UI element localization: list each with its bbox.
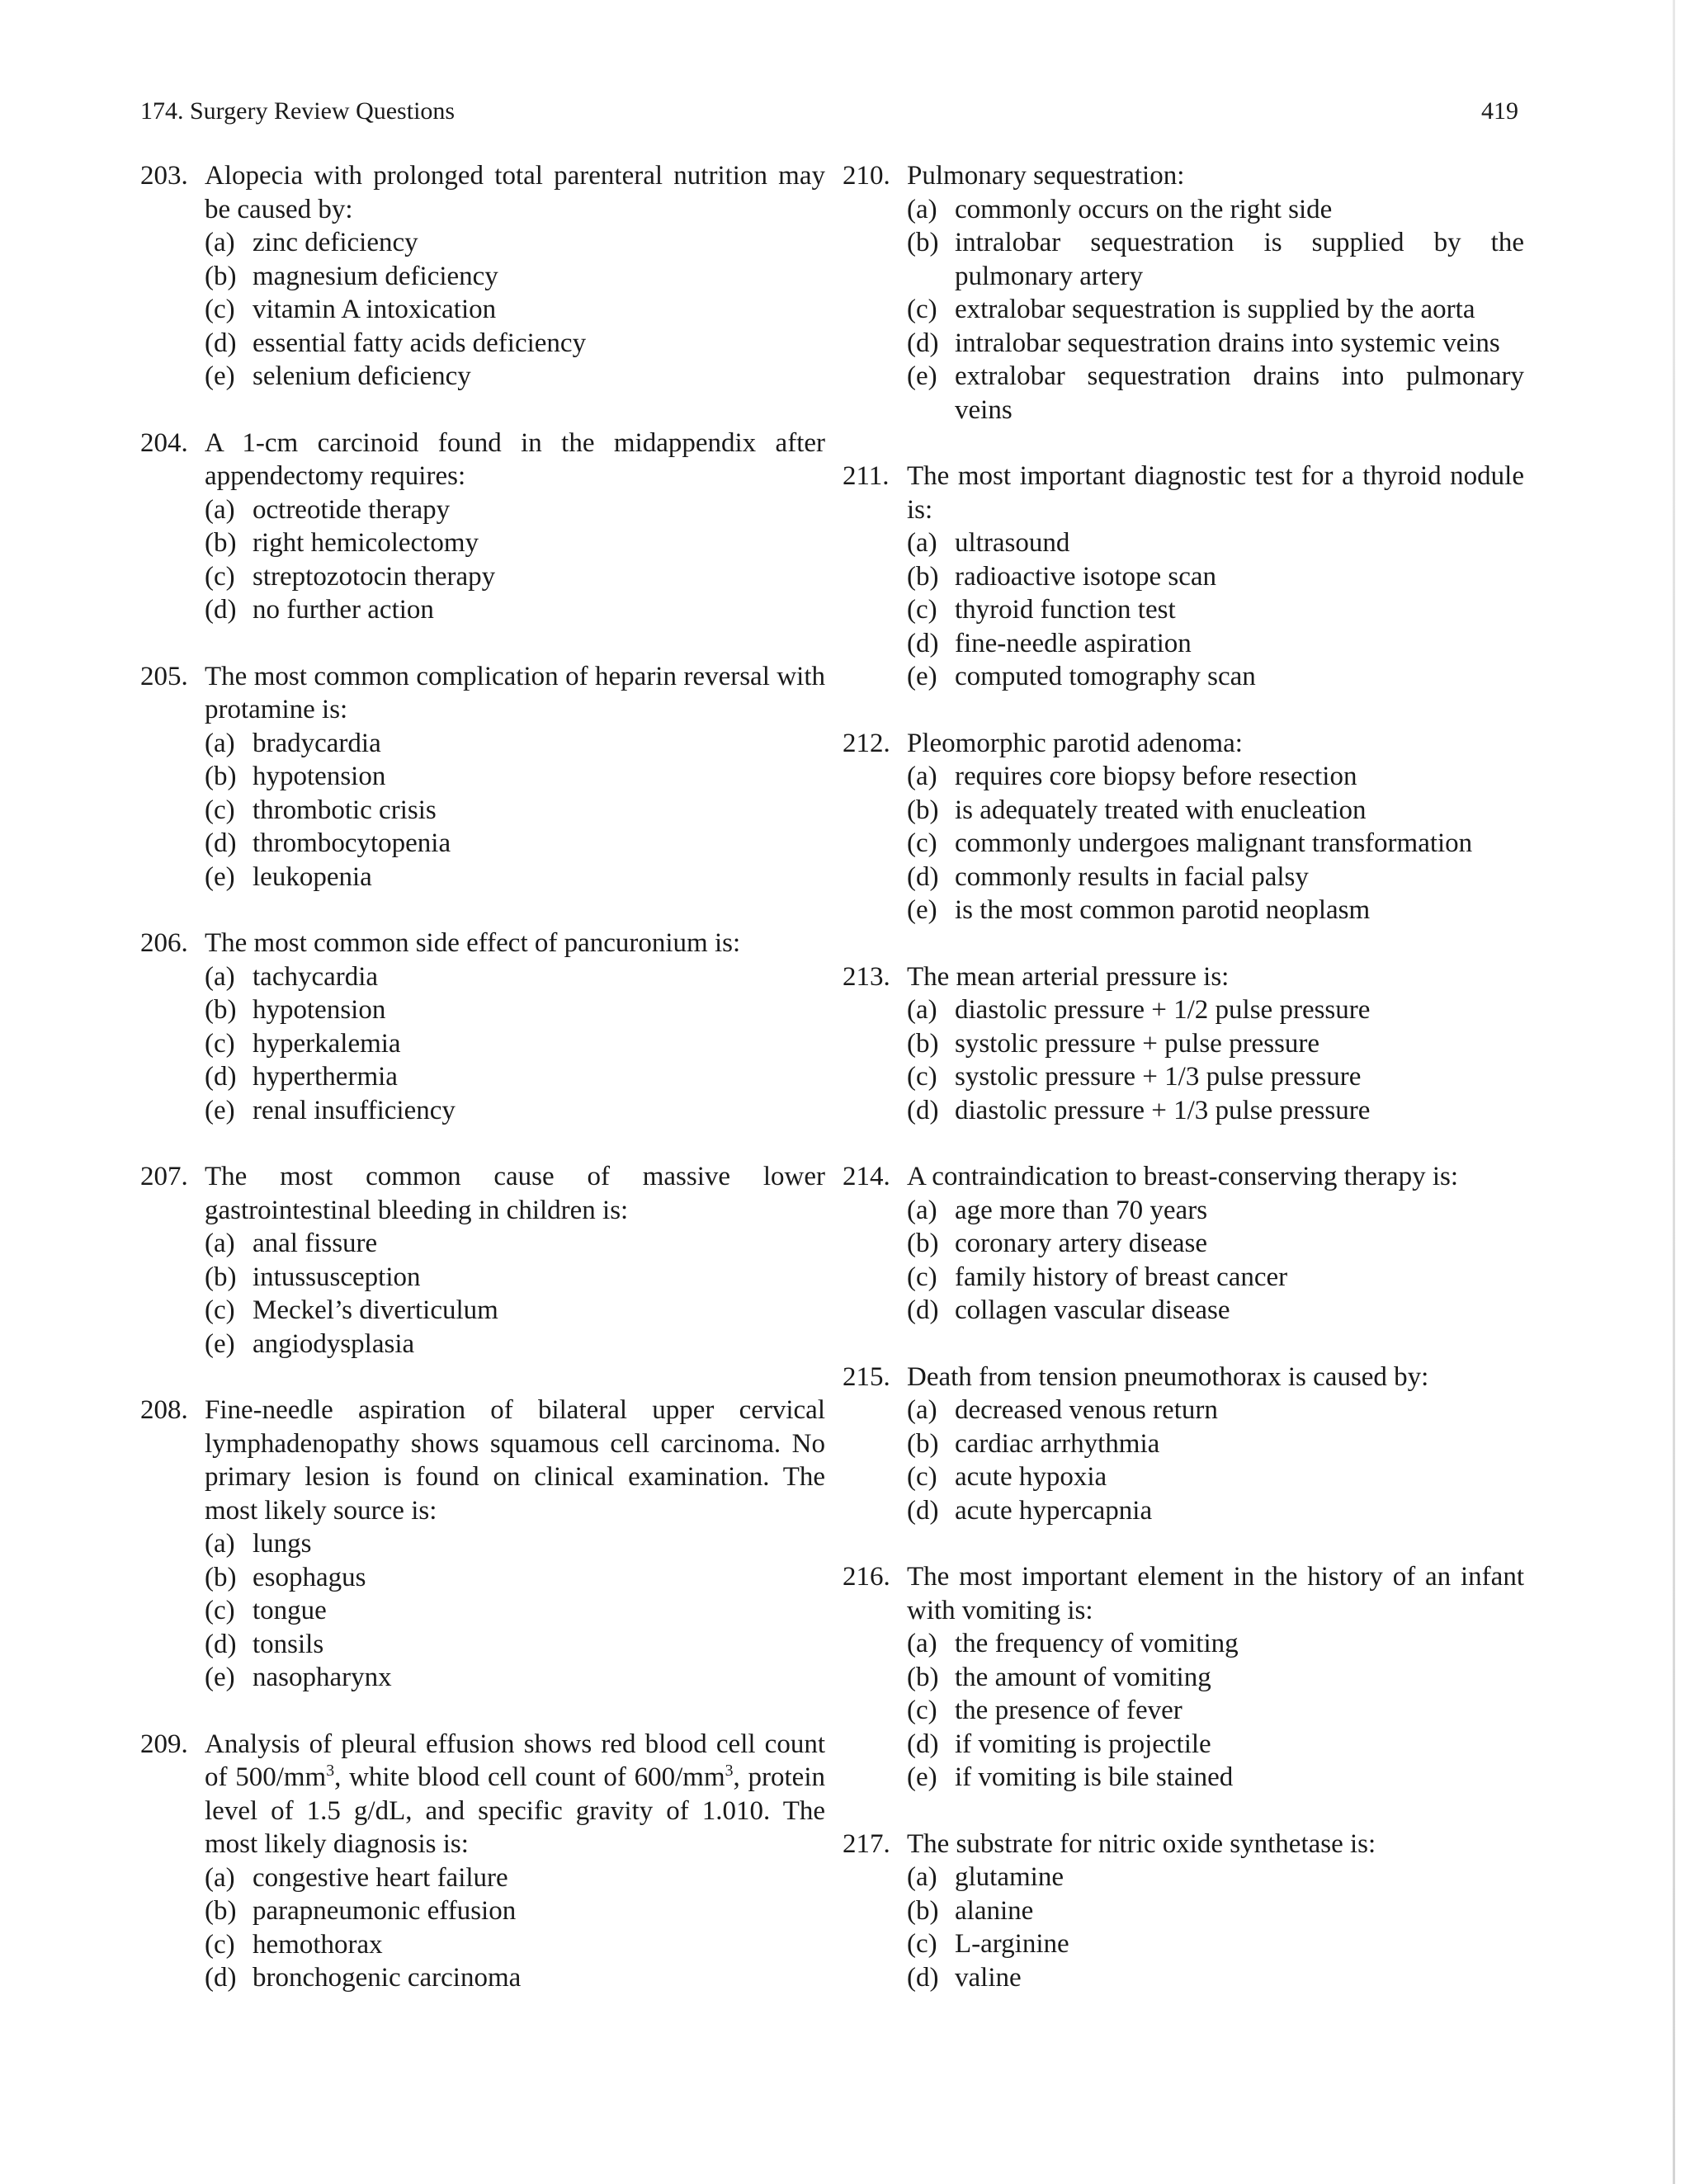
option-text: diastolic pressure + 1/3 pulse pressure xyxy=(955,1095,1371,1125)
superscript: 3 xyxy=(725,1762,734,1780)
question-item xyxy=(843,1361,1524,1528)
option-text: extralobar sequestration drains into pulmonary veins xyxy=(955,361,1524,425)
left-column xyxy=(140,159,825,2028)
option-text: hypotension xyxy=(253,762,386,791)
answer-option xyxy=(907,293,1524,327)
option-text: diastolic pressure + 1/2 pulse pressure xyxy=(955,995,1371,1025)
option-label: (a) xyxy=(907,528,937,558)
option-label: (b) xyxy=(205,1562,237,1592)
answer-option xyxy=(205,827,825,861)
answer-option xyxy=(907,894,1524,927)
option-text: collagen vascular disease xyxy=(955,1295,1230,1325)
question-item xyxy=(843,727,1524,927)
option-label: (a) xyxy=(907,1195,937,1225)
answer-option xyxy=(205,493,825,527)
answer-option xyxy=(907,1894,1524,1928)
right-column xyxy=(843,159,1524,2027)
option-label: (b) xyxy=(205,261,237,291)
option-label: (c) xyxy=(205,295,235,324)
option-text: congestive heart failure xyxy=(253,1862,508,1893)
answer-option xyxy=(205,260,825,294)
option-text: is adequately treated with enucleation xyxy=(955,795,1367,825)
question-item xyxy=(140,427,825,627)
option-text: alanine xyxy=(955,1895,1034,1926)
question-number: 215. xyxy=(843,1361,890,1392)
option-label: (c) xyxy=(907,1929,937,1959)
option-text: commonly results in facial palsy xyxy=(955,861,1309,892)
option-label: (c) xyxy=(205,1028,235,1059)
option-label: (c) xyxy=(907,1262,937,1292)
answer-option xyxy=(907,660,1524,694)
answer-options xyxy=(205,493,825,627)
answer-option xyxy=(907,827,1524,861)
option-text: thrombocytopenia xyxy=(253,828,451,858)
answer-options xyxy=(205,727,825,894)
answer-option xyxy=(205,1961,825,1995)
option-label: (b) xyxy=(205,1896,237,1926)
answer-option xyxy=(907,1227,1524,1261)
option-text: bradycardia xyxy=(253,728,381,758)
answer-option xyxy=(205,727,825,761)
option-label: (a) xyxy=(907,995,937,1025)
answer-option xyxy=(205,1628,825,1662)
option-text: esophagus xyxy=(253,1562,366,1592)
answer-option xyxy=(205,1027,825,1061)
option-label: (e) xyxy=(205,1328,235,1359)
question-stem: Death from tension pneumothorax is caused by: xyxy=(907,1361,1429,1392)
question-stem: The most important diagnostic test for a thyroid nodule is: xyxy=(907,461,1524,525)
answer-option xyxy=(205,1894,825,1928)
question-stem: The mean arterial pressure is: xyxy=(907,961,1230,992)
answer-option xyxy=(907,1060,1524,1094)
option-text: hyperthermia xyxy=(253,1062,398,1092)
running-title: 174. Surgery Review Questions xyxy=(140,97,456,125)
option-label: (d) xyxy=(907,1495,939,1526)
question-number: 206. xyxy=(140,928,188,958)
option-label: (b) xyxy=(205,762,237,791)
answer-option xyxy=(907,593,1524,627)
option-label: (a) xyxy=(205,728,235,758)
question-stem: The most common side effect of pancuronium is: xyxy=(205,928,741,958)
option-text: coronary artery disease xyxy=(955,1229,1208,1258)
question-stem: Pulmonary sequestration: xyxy=(907,161,1185,191)
answer-option xyxy=(205,1328,825,1361)
option-text: cardiac arrhythmia xyxy=(955,1428,1160,1459)
option-label: (a) xyxy=(907,1395,937,1425)
question-number: 213. xyxy=(843,961,890,992)
option-text: intralobar sequestration drains into systemic veins xyxy=(955,328,1500,358)
option-label: (b) xyxy=(907,1662,939,1692)
option-label: (b) xyxy=(907,1895,939,1926)
answer-option xyxy=(205,861,825,894)
answer-option xyxy=(205,1861,825,1895)
option-text: parapneumonic effusion xyxy=(253,1896,517,1926)
option-label: (c) xyxy=(907,595,937,625)
answer-options xyxy=(205,1527,825,1695)
question-item xyxy=(843,1828,1524,1995)
option-text: intralobar sequestration is supplied by the pulmonary artery xyxy=(955,228,1524,291)
option-label: (d) xyxy=(205,828,237,858)
option-label: (d) xyxy=(907,1295,939,1325)
answer-option xyxy=(907,1494,1524,1528)
option-label: (a) xyxy=(907,1862,937,1892)
answer-option xyxy=(907,1261,1524,1295)
option-label: (a) xyxy=(205,1529,235,1559)
option-label: (b) xyxy=(907,1028,939,1059)
option-label: (d) xyxy=(205,595,237,625)
answer-option xyxy=(907,327,1524,361)
option-label: (c) xyxy=(907,1062,937,1092)
stem-text: Analysis of pleural effusion shows red blood cell count of 500/mm xyxy=(205,1729,825,1792)
option-label: (d) xyxy=(205,1062,237,1092)
answer-option xyxy=(205,1094,825,1128)
answer-options xyxy=(907,993,1524,1127)
stem-text: , white blood cell count of 600/mm xyxy=(334,1762,725,1792)
option-label: (a) xyxy=(205,494,235,525)
option-text: L-arginine xyxy=(955,1929,1069,1959)
option-text: bronchogenic carcinoma xyxy=(253,1963,522,1993)
answer-option xyxy=(907,1427,1524,1461)
answer-option xyxy=(205,1928,825,1962)
option-text: magnesium deficiency xyxy=(253,261,498,291)
answer-option xyxy=(205,560,825,594)
answer-options xyxy=(205,1861,825,1995)
option-text: requires core biopsy before resection xyxy=(955,762,1357,791)
answer-option xyxy=(907,1694,1524,1728)
option-text: systolic pressure + 1/3 pulse pressure xyxy=(955,1062,1362,1092)
question-stem: The most common complication of heparin reversal with protamine is: xyxy=(205,661,825,724)
option-label: (a) xyxy=(205,1229,235,1258)
answer-options xyxy=(205,226,825,394)
superscript: 3 xyxy=(326,1762,335,1780)
option-text: no further action xyxy=(253,595,434,625)
answer-option xyxy=(907,526,1524,560)
option-text: family history of breast cancer xyxy=(955,1262,1288,1292)
question-stem: Fine-needle aspiration of bilateral upper cervical lymphadenopathy shows squamous cell carcinoma. No primary lesion is found on clinical examination. The most likely source is: xyxy=(205,1395,825,1526)
option-text: ultrasound xyxy=(955,528,1070,558)
option-label: (a) xyxy=(205,1862,235,1893)
option-label: (b) xyxy=(907,228,939,257)
question-number: 210. xyxy=(843,161,890,191)
option-text: age more than 70 years xyxy=(955,1195,1208,1225)
option-text: thrombotic crisis xyxy=(253,795,437,825)
option-label: (d) xyxy=(205,328,237,358)
option-text: computed tomography scan xyxy=(955,662,1256,691)
question-item xyxy=(843,460,1524,694)
answer-option xyxy=(907,1094,1524,1128)
option-text: Meckel’s diverticulum xyxy=(253,1295,498,1325)
option-text: commonly undergoes malignant transformation xyxy=(955,828,1473,858)
option-text: systolic pressure + pulse pressure xyxy=(955,1028,1320,1059)
question-number: 203. xyxy=(140,161,188,191)
option-text: renal insufficiency xyxy=(253,1095,456,1125)
option-label: (c) xyxy=(907,828,937,858)
option-text: the frequency of vomiting xyxy=(955,1629,1239,1658)
question-stem: The most important element in the history of an infant with vomiting is: xyxy=(907,1562,1524,1625)
running-header xyxy=(140,97,1518,125)
option-text: tonsils xyxy=(253,1629,324,1659)
question-stem xyxy=(205,1728,825,1861)
option-label: (c) xyxy=(205,1929,235,1960)
question-number: 216. xyxy=(843,1562,890,1592)
option-text: commonly occurs on the right side xyxy=(955,194,1333,224)
answer-options xyxy=(205,1227,825,1361)
question-number: 209. xyxy=(140,1729,188,1759)
question-item xyxy=(140,660,825,894)
answer-option xyxy=(205,993,825,1027)
option-label: (e) xyxy=(205,361,235,391)
answer-option xyxy=(907,1961,1524,1995)
option-text: right hemicolectomy xyxy=(253,528,479,558)
option-text: angiodysplasia xyxy=(253,1328,415,1359)
option-label: (d) xyxy=(907,1962,939,1993)
question-number: 208. xyxy=(140,1395,188,1425)
option-label: (b) xyxy=(907,561,939,592)
question-item xyxy=(140,1394,825,1695)
answer-option xyxy=(205,526,825,560)
option-text: if vomiting is bile stained xyxy=(955,1762,1234,1792)
option-text: vitamin A intoxication xyxy=(253,295,497,324)
answer-options xyxy=(907,760,1524,927)
answer-option xyxy=(907,993,1524,1027)
page-number: 419 xyxy=(1481,97,1518,125)
option-label: (d) xyxy=(907,1729,939,1759)
question-item xyxy=(843,159,1524,427)
page-edge-shadow xyxy=(1673,0,1675,2184)
answer-option xyxy=(907,1927,1524,1961)
option-text: decreased venous return xyxy=(955,1395,1218,1425)
option-label: (d) xyxy=(907,328,939,358)
option-text: anal fissure xyxy=(253,1229,378,1258)
question-number: 204. xyxy=(140,427,188,458)
option-label: (b) xyxy=(205,1262,237,1292)
answer-option xyxy=(907,1761,1524,1795)
option-label: (a) xyxy=(205,961,235,992)
option-label: (d) xyxy=(205,1629,237,1659)
question-number: 217. xyxy=(843,1828,890,1859)
option-text: leukopenia xyxy=(253,861,372,892)
option-label: (e) xyxy=(205,1095,235,1125)
option-text: glutamine xyxy=(955,1862,1064,1892)
answer-options xyxy=(205,960,825,1128)
option-text: thyroid function test xyxy=(955,595,1176,625)
question-item xyxy=(843,1560,1524,1795)
answer-option xyxy=(907,1194,1524,1228)
option-label: (c) xyxy=(205,1295,235,1325)
question-stem: A 1-cm carcinoid found in the midappendix after appendectomy requires: xyxy=(205,427,825,491)
option-text: nasopharynx xyxy=(253,1663,392,1692)
answer-option xyxy=(205,293,825,327)
option-label: (d) xyxy=(907,861,939,892)
option-label: (c) xyxy=(907,1696,937,1725)
option-label: (e) xyxy=(907,361,937,391)
option-text: the amount of vomiting xyxy=(955,1662,1211,1692)
option-text: hyperkalemia xyxy=(253,1028,401,1059)
answer-options xyxy=(907,193,1524,427)
answer-option xyxy=(205,960,825,994)
answer-option xyxy=(205,1594,825,1628)
option-label: (e) xyxy=(907,895,937,925)
question-stem: The substrate for nitric oxide synthetase is: xyxy=(907,1828,1376,1859)
question-item xyxy=(140,927,825,1127)
answer-option xyxy=(907,1728,1524,1762)
answer-option xyxy=(205,1261,825,1295)
question-item xyxy=(140,159,825,394)
option-text: is the most common parotid neoplasm xyxy=(955,895,1371,925)
option-text: streptozotocin therapy xyxy=(253,561,496,592)
option-text: tongue xyxy=(253,1596,327,1625)
answer-option xyxy=(907,861,1524,894)
answer-option xyxy=(907,1027,1524,1061)
answer-options xyxy=(907,1861,1524,1994)
option-text: intussusception xyxy=(253,1262,421,1292)
option-label: (c) xyxy=(205,561,235,592)
option-text: hemothorax xyxy=(253,1929,383,1960)
option-text: acute hypoxia xyxy=(955,1462,1107,1492)
answer-option xyxy=(907,627,1524,661)
option-text: if vomiting is projectile xyxy=(955,1729,1211,1759)
answer-options xyxy=(907,1627,1524,1795)
answer-option xyxy=(205,1294,825,1328)
option-text: essential fatty acids deficiency xyxy=(253,328,587,358)
answer-option xyxy=(205,1561,825,1595)
question-number: 214. xyxy=(843,1162,890,1191)
answer-options xyxy=(907,1194,1524,1328)
question-stem: Pleomorphic parotid adenoma: xyxy=(907,728,1243,758)
option-text: lungs xyxy=(253,1529,312,1559)
option-label: (d) xyxy=(907,1095,939,1125)
option-label: (e) xyxy=(205,861,235,892)
answer-option xyxy=(907,226,1524,293)
answer-option xyxy=(907,760,1524,794)
answer-option xyxy=(907,1294,1524,1328)
option-label: (a) xyxy=(907,762,937,791)
option-text: radioactive isotope scan xyxy=(955,561,1217,592)
question-number: 212. xyxy=(843,728,890,758)
option-text: valine xyxy=(955,1962,1022,1993)
option-label: (a) xyxy=(907,194,937,224)
question-item xyxy=(843,960,1524,1128)
option-label: (b) xyxy=(205,995,237,1025)
stem-text: , protein level of 1.5 g/dL, and specific gravity of 1.010. The most likely diagnosis is: xyxy=(205,1762,825,1859)
option-label: (c) xyxy=(907,1462,937,1492)
answer-option xyxy=(205,593,825,627)
answer-option xyxy=(205,226,825,260)
option-text: octreotide therapy xyxy=(253,494,451,525)
question-item xyxy=(140,1728,825,1995)
question-number: 205. xyxy=(140,661,188,691)
question-stem: The most common cause of massive lower gastrointestinal bleeding in children is: xyxy=(205,1162,825,1225)
option-text: fine-needle aspiration xyxy=(955,628,1192,658)
answer-option xyxy=(205,1060,825,1094)
answer-option xyxy=(907,794,1524,828)
answer-options xyxy=(907,526,1524,694)
answer-option xyxy=(907,193,1524,227)
option-label: (d) xyxy=(205,1963,237,1993)
option-label: (a) xyxy=(205,228,235,257)
option-label: (c) xyxy=(205,795,235,825)
option-label: (b) xyxy=(907,1428,939,1459)
question-number: 211. xyxy=(843,461,890,491)
answer-option xyxy=(907,1661,1524,1695)
answer-option xyxy=(907,1627,1524,1661)
option-text: tachycardia xyxy=(253,961,379,992)
option-label: (e) xyxy=(907,1762,937,1792)
answer-option xyxy=(907,1394,1524,1427)
answer-option xyxy=(205,1527,825,1561)
answer-option xyxy=(907,560,1524,594)
answer-option xyxy=(205,760,825,794)
option-text: hypotension xyxy=(253,995,386,1025)
answer-option xyxy=(205,1227,825,1261)
option-label: (b) xyxy=(205,528,237,558)
question-number: 207. xyxy=(140,1162,188,1191)
question-stem: A contraindication to breast-conserving therapy is: xyxy=(907,1162,1459,1191)
question-stem: Alopecia with prolonged total parenteral nutrition may be caused by: xyxy=(205,161,825,224)
option-text: selenium deficiency xyxy=(253,361,471,391)
option-label: (a) xyxy=(907,1629,937,1658)
question-item xyxy=(140,1160,825,1361)
answer-option xyxy=(205,360,825,394)
answer-option xyxy=(907,1460,1524,1494)
answer-option xyxy=(205,1661,825,1695)
option-label: (c) xyxy=(205,1596,235,1625)
option-text: the presence of fever xyxy=(955,1696,1183,1725)
answer-option xyxy=(205,794,825,828)
option-label: (b) xyxy=(907,795,939,825)
option-label: (e) xyxy=(907,662,937,691)
option-text: extralobar sequestration is supplied by the aorta xyxy=(955,295,1475,324)
answer-option xyxy=(205,327,825,361)
option-label: (b) xyxy=(907,1229,939,1258)
option-label: (e) xyxy=(205,1663,235,1692)
question-item xyxy=(843,1160,1524,1328)
answer-option xyxy=(907,1861,1524,1894)
option-text: acute hypercapnia xyxy=(955,1495,1153,1526)
answer-options xyxy=(907,1394,1524,1527)
answer-option xyxy=(907,360,1524,427)
option-label: (d) xyxy=(907,628,939,658)
option-label: (c) xyxy=(907,295,937,324)
option-text: zinc deficiency xyxy=(253,228,418,257)
